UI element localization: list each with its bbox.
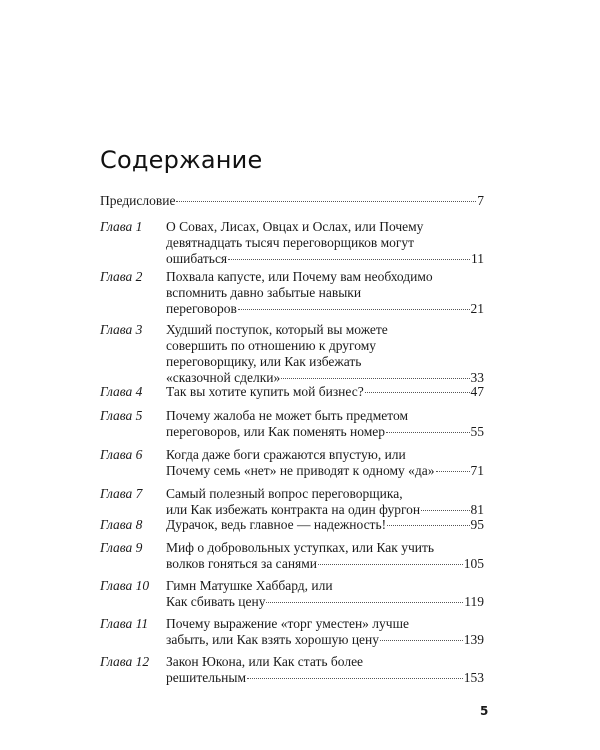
page-title: Содержание [100, 146, 263, 174]
page-ref: 119 [464, 594, 484, 609]
dot-leader [436, 471, 470, 472]
page-ref: 95 [470, 517, 484, 532]
toc-entry-chapter-2[interactable] [100, 269, 484, 317]
chapter-title-line: Почему жалоба не может быть предметом [166, 408, 409, 423]
chapter-label: Глава 1 [100, 219, 143, 234]
dot-leader [266, 602, 463, 603]
chapter-title-line: Когда даже боги сражаются впустую, или [166, 447, 406, 462]
chapter-title-line: Так вы хотите купить мой бизнес? [166, 384, 364, 399]
page-ref: 55 [470, 424, 484, 439]
page-ref: 47 [470, 384, 484, 399]
page-ref: 71 [470, 463, 484, 478]
chapter-title-line: Похвала капусте, или Почему вам необходимо [166, 269, 433, 284]
chapter-title-line: Самый полезный вопрос переговорщика, [166, 486, 403, 501]
chapter-title-line: переговоров [166, 301, 237, 316]
chapter-label: Глава 2 [100, 269, 143, 284]
dot-leader [365, 392, 470, 393]
dot-leader [421, 510, 469, 511]
chapter-title-line: совершить по отношению к другому [166, 338, 377, 353]
chapter-label: Глава 9 [100, 540, 143, 555]
chapter-title-line: девятнадцать тысяч переговорщиков могут [166, 235, 415, 250]
page-ref: 139 [463, 632, 484, 647]
chapter-title-line: Миф о добровольных уступках, или Как учить [166, 540, 435, 555]
toc-entry-chapter-4[interactable] [100, 384, 484, 400]
dot-leader [228, 259, 470, 260]
page-ref: 33 [470, 370, 484, 385]
dot-leader [318, 564, 463, 565]
toc-entry-chapter-1[interactable] [100, 219, 484, 267]
dot-leader [387, 525, 469, 526]
chapter-title-line: Почему семь «нет» не приводят к одному «да» [166, 463, 435, 478]
toc-entry-chapter-9[interactable] [100, 540, 484, 572]
chapter-label: Глава 10 [100, 578, 150, 593]
chapter-title-line: переговоров, или Как поменять номер [166, 424, 385, 439]
chapter-title-line: Почему выражение «торг уместен» лучше [166, 616, 409, 631]
chapter-label: Глава 12 [100, 654, 150, 669]
chapter-label: Глава 3 [100, 322, 143, 337]
chapter-title-line: Закон Юкона, или Как стать более [166, 654, 364, 669]
toc-entry-preface[interactable] [100, 193, 484, 209]
page-ref: 81 [470, 502, 484, 517]
chapter-title-line: вспомнить давно забытые навыки [166, 285, 362, 300]
toc-entry-chapter-6[interactable] [100, 447, 484, 479]
chapter-label: Глава 5 [100, 408, 143, 423]
chapter-label: Глава 7 [100, 486, 143, 501]
dot-leader [238, 309, 470, 310]
chapter-title-line: ошибаться [166, 251, 228, 266]
chapter-label: Глава 6 [100, 447, 143, 462]
dot-leader [281, 378, 469, 379]
chapter-title-line: забыть, или Как взять хорошую цену [166, 632, 380, 647]
chapter-label: Глава 8 [100, 517, 143, 532]
chapter-title-line: Как сбивать цену [166, 594, 266, 609]
chapter-title-line: Гимн Матушке Хаббард, или [166, 578, 333, 593]
chapter-title-line: переговорщику, или Как избежать [166, 354, 362, 369]
toc-entry-chapter-5[interactable] [100, 408, 484, 440]
dot-leader [247, 678, 463, 679]
chapter-label: Глава 4 [100, 384, 143, 399]
page-number: 5 [480, 704, 489, 718]
entry-title: Предисловие [100, 193, 176, 208]
page-ref: 7 [477, 193, 484, 208]
chapter-title-line: волков гоняться за санями [166, 556, 318, 571]
toc-entry-chapter-7[interactable] [100, 486, 484, 518]
chapter-label: Глава 11 [100, 616, 149, 631]
dot-leader [380, 640, 463, 641]
chapter-title-line: Худший поступок, который вы можете [166, 322, 388, 337]
toc-entry-chapter-10[interactable] [100, 578, 484, 610]
toc-entry-chapter-12[interactable] [100, 654, 484, 686]
page-ref: 105 [463, 556, 484, 571]
chapter-title-line: Дурачок, ведь главное — надежность! [166, 517, 387, 532]
chapter-title-line: «сказочной сделки» [166, 370, 281, 385]
toc-entry-chapter-8[interactable] [100, 517, 484, 533]
chapter-title-line: или Как избежать контракта на один фургон [166, 502, 421, 517]
toc-entry-chapter-11[interactable] [100, 616, 484, 648]
page-ref: 21 [470, 301, 484, 316]
dot-leader [176, 201, 476, 202]
chapter-title-line: О Совах, Лисах, Овцах и Ослах, или Почему [166, 219, 424, 234]
page-ref: 11 [471, 251, 484, 266]
toc-entry-chapter-3[interactable] [100, 322, 484, 386]
page-ref: 153 [463, 670, 484, 685]
dot-leader [386, 432, 470, 433]
chapter-title-line: решительным [166, 670, 246, 685]
